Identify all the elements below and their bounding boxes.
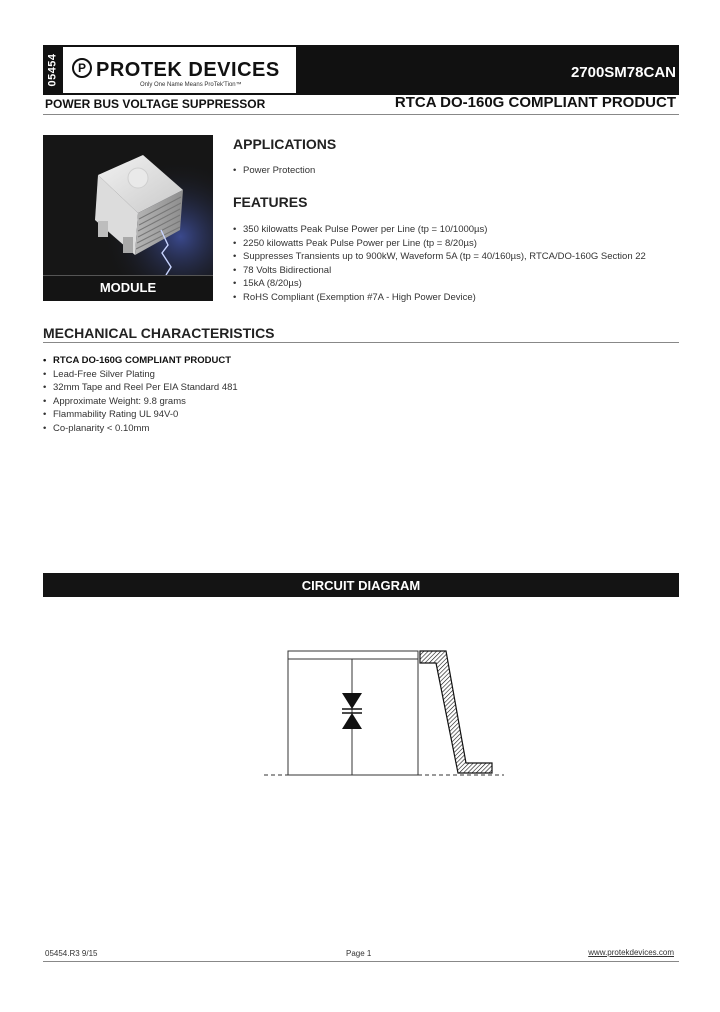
protek-logo-icon: P — [72, 58, 92, 78]
document-revision: 05454.R3 9/15 — [45, 949, 98, 958]
applications-list — [233, 164, 315, 178]
doc-code-vertical: 05454 — [47, 53, 59, 87]
list-item: • RTCA DO-160G COMPLIANT PRODUCT — [43, 354, 238, 368]
mechanical-divider — [43, 342, 679, 343]
list-item: • Power Protection — [233, 164, 315, 178]
module-label: MODULE — [99, 280, 157, 295]
compliance-title: RTCA DO-160G COMPLIANT PRODUCT — [394, 94, 676, 111]
mechanical-title: MECHANICAL CHARACTERISTICS — [43, 325, 275, 341]
circuit-title: CIRCUIT DIAGRAM — [301, 578, 421, 593]
list-item: • 78 Volts Bidirectional — [233, 264, 646, 278]
footer-divider — [43, 961, 679, 962]
list-item: • Suppresses Transients up to 900kW, Waveform 5A (tp = 40/160µs), RTCA/DO-160G Section 22 — [233, 250, 646, 264]
list-item: • Lead-Free Silver Plating — [43, 368, 238, 382]
mechanical-list — [43, 354, 238, 436]
list-item: • 32mm Tape and Reel Per EIA Standard 481 — [43, 381, 238, 395]
list-item: • Flammability Rating UL 94V-0 — [43, 408, 238, 422]
features-list — [233, 223, 646, 305]
list-item: • 15kA (8/20µs) — [233, 277, 646, 291]
circuit-schematic — [260, 645, 510, 785]
product-type: POWER BUS VOLTAGE SUPPRESSOR — [45, 97, 266, 111]
part-number: 2700SM78CAN — [570, 64, 676, 81]
circuit-diagram — [260, 645, 510, 790]
website-link[interactable]: www.protekdevices.com — [588, 948, 674, 957]
list-item: • Co-planarity < 0.10mm — [43, 422, 238, 436]
brand-tagline: Only One Name Means ProTek'Tion™ — [140, 82, 242, 88]
applications-title: APPLICATIONS — [233, 136, 337, 152]
list-item: • Approximate Weight: 9.8 grams — [43, 395, 238, 409]
header-divider — [43, 114, 679, 115]
list-item: • 2250 kilowatts Peak Pulse Power per Line (tp = 8/20µs) — [233, 237, 646, 251]
features-title: FEATURES — [233, 194, 308, 210]
brand-name: PROTEK DEVICES — [96, 59, 280, 81]
list-item: • 350 kilowatts Peak Pulse Power per Line (tp = 10/1000µs) — [233, 223, 646, 237]
list-item: • RoHS Compliant (Exemption #7A - High Power Device) — [233, 291, 646, 305]
page-number: Page 1 — [346, 949, 372, 958]
